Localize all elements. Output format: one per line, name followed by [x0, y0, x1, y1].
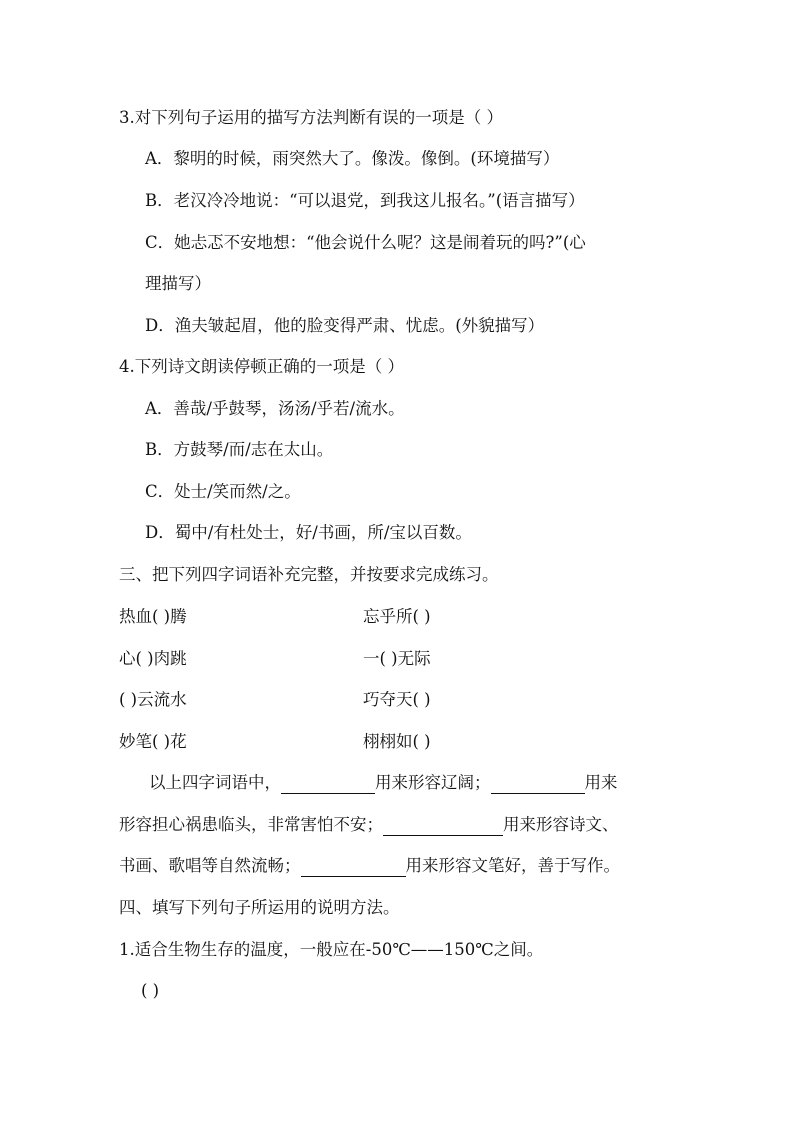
section-4-title: 四、填写下列句子所运用的说明方法。	[119, 898, 400, 917]
idiom-left: 热血( )腾	[119, 607, 187, 626]
question-3-option-d: D．渔夫皱起眉，他的脸变得严肃、忧虑。(外貌描写）	[145, 316, 545, 335]
answer-blank[interactable]	[383, 817, 503, 836]
question-4-option-b: B．方鼓琴/而/志在太山。	[145, 440, 334, 459]
question-3-option-a: A．黎明的时候，雨突然大了。像泼。像倒。(环境描写）	[145, 149, 560, 168]
idiom-right: 巧夺天( )	[363, 690, 431, 709]
usage-text: 用来形容文笔好，善于写作。	[405, 856, 620, 875]
usage-text: 用来	[584, 773, 618, 792]
usage-paragraph-line2	[119, 814, 619, 836]
idiom-left: 妙笔( )花	[119, 732, 187, 751]
answer-blank[interactable]	[301, 858, 406, 877]
section-4-question-1-answer[interactable]: ( )	[141, 981, 160, 1000]
question-4-option-a: A．善哉/乎鼓琴，汤汤/乎若/流水。	[145, 399, 405, 418]
idiom-left: 心( )肉跳	[119, 649, 187, 668]
answer-blank[interactable]	[281, 775, 375, 794]
usage-paragraph-line3	[119, 855, 620, 877]
question-4-option-c: C．处士/笑而然/之。	[145, 482, 301, 501]
usage-paragraph-line1	[149, 772, 618, 794]
answer-blank[interactable]	[491, 775, 585, 794]
usage-text: 书画、歌唱等自然流畅；	[119, 856, 301, 875]
idiom-right: 忘乎所( )	[363, 607, 431, 626]
question-3-option-c-line2: 理描写）	[145, 274, 211, 293]
question-4-stem: 4.下列诗文朗读停顿正确的一项是（ ）	[119, 357, 404, 376]
question-3-option-c-line1: C．她忐忑不安地想：“他会说什么呢？这是闹着玩的吗?”(心	[145, 233, 586, 252]
idiom-right: 一( )无际	[363, 649, 431, 668]
usage-text: 以上四字词语中，	[149, 773, 281, 792]
usage-text: 用来形容辽阔；	[375, 773, 491, 792]
usage-text: 用来形容诗文、	[503, 815, 619, 834]
question-4-option-d: D．蜀中/有杜处士，好/书画，所/宝以百数。	[145, 523, 472, 542]
question-3-option-b: B．老汉冷冷地说：“可以退党，到我这儿报名。”(语言描写）	[145, 191, 585, 210]
idiom-left: ( )云流水	[119, 690, 187, 709]
section-4-question-1: 1.适合生物生存的温度，一般应在-50℃——150℃之间。	[119, 940, 544, 959]
question-3-stem: 3.对下列句子运用的描写方法判断有误的一项是（ ）	[119, 108, 503, 127]
idiom-right: 栩栩如( )	[363, 732, 431, 751]
usage-text: 形容担心祸患临头，非常害怕不安；	[119, 815, 383, 834]
section-3-title: 三、把下列四字词语补充完整，并按要求完成练习。	[119, 565, 499, 584]
